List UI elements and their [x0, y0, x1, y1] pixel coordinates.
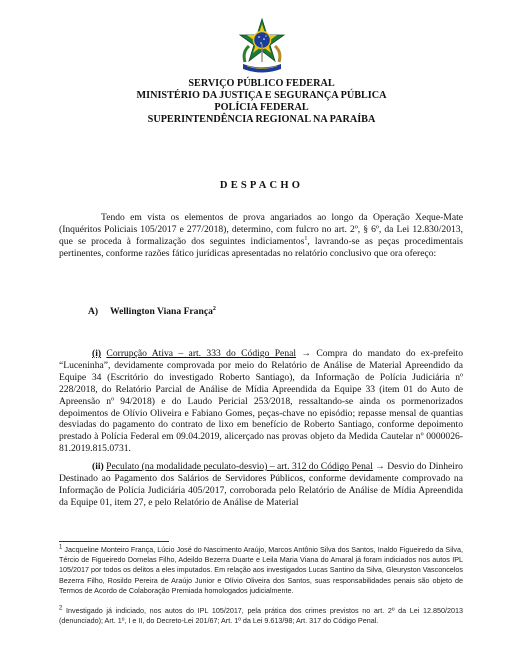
item-text: Desvio do Dinheiro Destinado ao Pagamento dos Salários de Servidores Públicos, conforme devidamente comprovado na Informação de Polícia Judiciária 405/2017, corroborada pelo Relatório de Análise de Mídia Apreendida da Equipe 01, item 27, e pelo Relatório de Análise de Material: [59, 461, 463, 508]
arrow-icon: →: [375, 461, 385, 472]
intro-paragraph: [59, 212, 463, 260]
item-number: (ii): [92, 461, 104, 472]
footnote-text: Investigado já indiciado, nos autos do IPL 105/2017, pela prática dos crimes previstos no art. 2º da Lei 12.850/2013 (denunciado); Art. 1º, I e II, do Decreto-Lei 201/67; Art. 1º da Lei 9.613/98; Art. 317 do Código Penal.: [59, 606, 464, 626]
footnote-ref: 1: [304, 235, 308, 242]
footnote: [59, 545, 463, 596]
letterhead-line: POLÍCIA FEDERAL: [214, 102, 309, 113]
brazil-coat-of-arms-icon: [237, 18, 287, 76]
intro-text: Tendo em vista os elementos de prova angariados ao longo da Operação Xeque-Mate (Inquéritos Policiais 105/2017 e 277/2018), determino, com fulcro no art. 2º, § 6º, da Lei 12.830/2013, que se proceda à formalização dos seguintes indiciamentos: [59, 212, 463, 247]
footnote-ref: 2: [212, 305, 216, 312]
crime-name: Corrupção Ativa – art. 333 do Código Penal: [106, 348, 297, 359]
crime-name: Peculato (na modalidade peculato-desvio) – art. 312 do Código Penal: [106, 461, 373, 472]
section-number: A): [88, 306, 99, 317]
footnote: [59, 606, 463, 626]
footnote-divider: [59, 541, 169, 542]
item-paragraph: [59, 461, 463, 509]
letterhead: [0, 78, 523, 126]
footnote-text: Jacqueline Monteiro França, Lúcio José do Nascimento Araújo, Marcos Antônio Silva dos Santos, Inaldo Figueiredo da Silva, Tércio de Figueiredo Dornelas Filho, Adeildo Bezerra Duarte e Leila Maria Viana do Amaral já foram indiciados nos autos IPL 105/2017 por todos os delitos a eles imputados. Em relação aos investigados Lucas Santino da Silva, Gleuryston Vasconcelos Bezerra Filho, Rosildo Pereira de Araújo Junior e Olívio Oliveira dos Santos, suas responsabilidades penais são objeto de Termos de Acordo de Colaboração Premiada homologados judicialmente.: [59, 545, 464, 595]
letterhead-line: MINISTÉRIO DA JUSTIÇA E SEGURANÇA PÚBLICA: [136, 90, 387, 101]
footnote-number: 2: [59, 605, 63, 612]
letterhead-line: SERVIÇO PÚBLICO FEDERAL: [188, 78, 335, 89]
item-text: Compra do mandato do ex-prefeito “Luceninha”, devidamente comprovada por meio do Relatório de Análise de Material Apreendido da Equipe 34 (Escritório do investigado Roberto Santiago), da Informação de Polícia Judiciária nº 228/2018, do Relatório Parcial de Análise de Mídia Apreendida da Equipe 33 (item 01 do Auto de Apreensão nº 94/2018) e do Laudo Pericial 253/2018, ressaltando-se ainda os pormenorizados depoimentos de Olívio Oliveira e Fabiano Gomes, peças-chave no episódio; repasse mensal de quantias desviadas do pagamento do contrato de lixo em benefício de Roberto Santiago, conforme depoimento prestado à Polícia Federal em 09.04.2019, alicerçado nas provas objeto da Medida Cautelar nº 0000026-81.2019.815.0731.: [59, 348, 463, 455]
letterhead-line: SUPERINTENDÊNCIA REGIONAL NA PARAÍBA: [147, 114, 376, 125]
document-title: DESPACHO: [219, 180, 304, 191]
intro-text: , lavrando-se as peças procedimentais pertinentes, conforme razões fático jurídicas apresentadas no relatório conclusivo que ora ofereço:: [59, 235, 463, 259]
section-person-name: Wellington Viana França: [110, 306, 213, 317]
section-heading: [88, 306, 216, 317]
footnote-number: 1: [59, 544, 63, 551]
arrow-icon: →: [301, 348, 311, 359]
item-paragraph: [59, 348, 463, 455]
item-number: (i): [92, 348, 102, 359]
